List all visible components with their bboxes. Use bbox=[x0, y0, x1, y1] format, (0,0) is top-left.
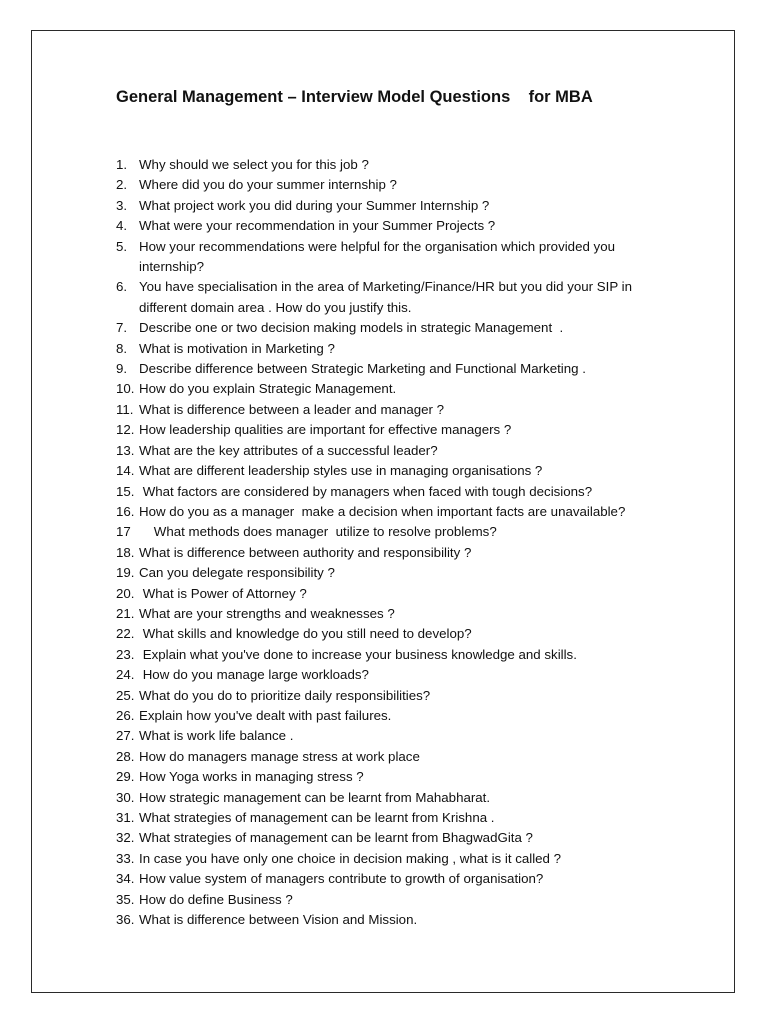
question-number: 20. bbox=[116, 585, 135, 601]
question-text: What are your strengths and weaknesses ? bbox=[139, 605, 395, 621]
question-number: 28. bbox=[116, 748, 135, 764]
question-item bbox=[116, 522, 676, 542]
question-number: 9. bbox=[116, 361, 128, 377]
question-text: What strategies of management can be learnt from BhagwadGita ? bbox=[139, 830, 533, 846]
question-number: 13. bbox=[116, 442, 135, 458]
question-text: In case you have only one choice in decision making , what is it called ? bbox=[139, 850, 562, 866]
question-text: What skills and knowledge do you still need to develop? bbox=[139, 626, 472, 642]
question-text: How your recommendations were helpful for the organisation which provided you internship? bbox=[139, 238, 615, 275]
question-number: 7. bbox=[116, 320, 128, 336]
question-text: What factors are considered by managers when faced with tough decisions? bbox=[139, 483, 593, 499]
question-text: Describe difference between Strategic Marketing and Functional Marketing . bbox=[139, 361, 586, 377]
question-text: Where did you do your summer internship ? bbox=[139, 177, 397, 193]
question-number: 22. bbox=[116, 626, 135, 642]
question-item bbox=[116, 482, 676, 502]
question-text: What are different leadership styles use in managing organisations ? bbox=[139, 463, 543, 479]
question-number: 25. bbox=[116, 687, 135, 703]
question-number: 18. bbox=[116, 544, 135, 560]
question-number: 17 bbox=[116, 524, 131, 540]
question-text: How strategic management can be learnt from Mahabharat. bbox=[139, 789, 491, 805]
question-text: How Yoga works in managing stress ? bbox=[139, 769, 364, 785]
question-text: Explain how you've dealt with past failures. bbox=[139, 707, 392, 723]
question-text: How value system of managers contribute to growth of organisation? bbox=[139, 871, 544, 887]
question-text: You have specialisation in the area of Marketing/Finance/HR but you did your SIP in different domain area . How do you justify this. bbox=[139, 279, 633, 315]
question-item bbox=[116, 318, 676, 338]
question-item bbox=[116, 543, 676, 563]
question-item bbox=[116, 747, 676, 767]
question-item bbox=[116, 849, 676, 869]
question-item bbox=[116, 277, 676, 318]
question-item bbox=[116, 828, 676, 848]
question-number: 14. bbox=[116, 463, 135, 479]
question-item bbox=[116, 910, 676, 930]
question-text: How do managers manage stress at work place bbox=[139, 748, 420, 764]
question-text: How leadership qualities are important for effective managers ? bbox=[139, 422, 512, 438]
question-item bbox=[116, 890, 676, 910]
question-list bbox=[116, 155, 676, 930]
question-text: What is difference between Vision and Mission. bbox=[139, 912, 418, 928]
question-number: 15. bbox=[116, 483, 135, 499]
question-number: 8. bbox=[116, 340, 128, 356]
question-number: 27. bbox=[116, 728, 135, 744]
question-item bbox=[116, 196, 676, 216]
question-item bbox=[116, 726, 676, 746]
question-item bbox=[116, 175, 676, 195]
question-number: 21. bbox=[116, 605, 135, 621]
question-text: How do define Business ? bbox=[139, 891, 293, 907]
question-item bbox=[116, 502, 676, 522]
question-text: Explain what you've done to increase your business knowledge and skills. bbox=[139, 646, 577, 662]
question-text: What are the key attributes of a successful leader? bbox=[139, 442, 438, 458]
question-item bbox=[116, 461, 676, 481]
question-item bbox=[116, 624, 676, 644]
question-item bbox=[116, 665, 676, 685]
question-number: 26. bbox=[116, 707, 135, 723]
question-number: 34. bbox=[116, 871, 135, 887]
question-number: 30. bbox=[116, 789, 135, 805]
question-item bbox=[116, 706, 676, 726]
question-item bbox=[116, 379, 676, 399]
question-item bbox=[116, 155, 676, 175]
question-number: 12. bbox=[116, 422, 135, 438]
question-text: What is difference between a leader and manager ? bbox=[139, 401, 445, 417]
question-number: 1. bbox=[116, 157, 128, 172]
question-text: What do you do to prioritize daily responsibilities? bbox=[139, 687, 431, 703]
question-text: What is Power of Attorney ? bbox=[139, 585, 307, 601]
question-text: What strategies of management can be learnt from Krishna . bbox=[139, 810, 495, 825]
question-number: 32. bbox=[116, 830, 135, 846]
question-number: 11. bbox=[116, 401, 134, 417]
question-item bbox=[116, 216, 676, 236]
question-text: What project work you did during your Summer Internship ? bbox=[139, 197, 490, 213]
question-item bbox=[116, 420, 676, 440]
question-text: How do you explain Strategic Management. bbox=[139, 381, 397, 397]
question-item bbox=[116, 645, 676, 665]
question-number: 29. bbox=[116, 769, 135, 785]
question-text: What methods does manager utilize to resolve problems? bbox=[139, 524, 497, 540]
question-number: 24. bbox=[116, 667, 135, 683]
question-number: 36. bbox=[116, 912, 135, 928]
question-item bbox=[116, 359, 676, 379]
question-item bbox=[116, 604, 676, 624]
question-text: Can you delegate responsibility ? bbox=[139, 565, 335, 581]
question-text: Describe one or two decision making models in strategic Management . bbox=[139, 320, 564, 336]
question-number: 33. bbox=[116, 850, 135, 866]
question-item bbox=[116, 400, 676, 420]
question-item bbox=[116, 869, 676, 889]
question-text: What is difference between authority and responsibility ? bbox=[139, 544, 472, 560]
question-number: 23. bbox=[116, 646, 135, 662]
question-item bbox=[116, 237, 676, 278]
question-item bbox=[116, 767, 676, 787]
question-number: 10. bbox=[116, 381, 135, 397]
question-text: How do you manage large workloads? bbox=[139, 667, 369, 683]
document-title: General Management – Interview Model Questions for MBA bbox=[116, 88, 593, 106]
question-number: 2. bbox=[116, 177, 128, 193]
question-number: 5. bbox=[116, 238, 128, 254]
question-number: 19. bbox=[116, 565, 135, 581]
question-text: What is work life balance . bbox=[139, 728, 294, 744]
question-item bbox=[116, 339, 676, 359]
question-item bbox=[116, 584, 676, 604]
question-item bbox=[116, 441, 676, 461]
question-text: How do you as a manager make a decision when important facts are unavailable? bbox=[139, 503, 626, 519]
question-number: 35. bbox=[116, 891, 135, 907]
question-item bbox=[116, 788, 676, 808]
question-text: What is motivation in Marketing ? bbox=[139, 340, 335, 356]
question-number: 3. bbox=[116, 197, 128, 213]
question-text: Why should we select you for this job ? bbox=[139, 157, 369, 172]
question-item bbox=[116, 808, 676, 828]
question-text: What were your recommendation in your Summer Projects ? bbox=[139, 218, 496, 234]
question-number: 4. bbox=[116, 218, 128, 234]
question-number: 16. bbox=[116, 503, 135, 519]
question-item bbox=[116, 563, 676, 583]
question-number: 31. bbox=[116, 810, 135, 825]
question-item bbox=[116, 686, 676, 706]
question-number: 6. bbox=[116, 279, 128, 295]
